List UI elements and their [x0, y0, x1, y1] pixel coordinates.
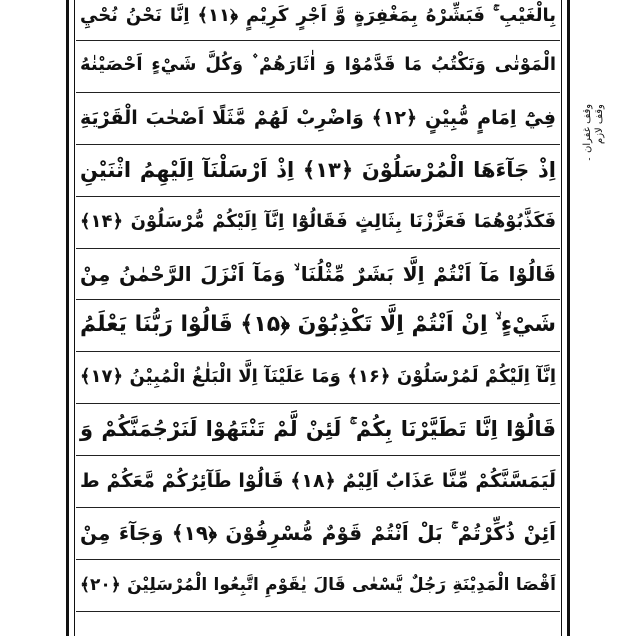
line-rule [76, 40, 560, 41]
verse-line-12: اَقْصَا الْمَدِيْنَةِ رَجُلٌ يَّسْعٰى قَالَ يٰقَوْمِ اتَّبِعُوا الْمُرْسَلِيْنَ ﴿۲۰﴾ [80, 575, 556, 595]
line-rule [76, 351, 560, 352]
line-rule [76, 299, 560, 300]
verse-line-3: فِيْٓ اِمَامٍ مُّبِيْنٍ ﴿۱۲﴾ وَاضْرِبْ لَهُمْ مَّثَلًا اَصْحٰبَ الْقَرْيَةِ [80, 107, 556, 129]
verse-line-7: شَيْءٍ ۙ اِنْ اَنْتُمْ اِلَّا تَكْذِبُوْنَ ﴿۱۵﴾ قَالُوْا رَبُّنَا يَعْلَمُ [80, 312, 556, 337]
verse-line-2: الْمَوْتٰى وَنَكْتُبُ مَا قَدَّمُوْا وَ اٰثَارَهُمْ ۫ وَكُلَّ شَيْءٍ اَحْصَيْنٰهُ [80, 54, 556, 75]
verse-line-8: اِنَّآ اِلَيْكُمْ لَمُرْسَلُوْنَ ﴿۱۶﴾ وَمَا عَلَيْنَآ اِلَّا الْبَلٰغُ الْمُبِيْنُ ﴿۱۷﴾ [80, 366, 557, 387]
verse-line-9: قَالُوْٓا اِنَّا تَطَيَّرْنَا بِكُمْ ۚ لَئِنْ لَّمْ تَنْتَهُوْا لَنَرْجُمَنَّكُمْ وَ [80, 417, 556, 441]
margin-note: وقف غفران ۔ وقف لازم [582, 104, 605, 163]
line-rule [76, 144, 560, 145]
line-rule [76, 92, 560, 93]
verse-line-1: بِالْغَيْبِ ۚ فَبَشِّرْهُ بِمَغْفِرَةٍ وَّ اَجْرٍ كَرِيْمٍ ﴿۱۱﴾ اِنَّا نَحْنُ نُحْيِ [80, 5, 556, 26]
line-rule [76, 196, 560, 197]
line-rule [76, 559, 560, 560]
verse-line-11: اَئِنْ ذُكِّرْتُمْ ۚ بَلْ اَنْتُمْ قَوْمٌ مُّسْرِفُوْنَ ﴿۱۹﴾ وَجَآءَ مِنْ [80, 521, 557, 545]
verse-line-6: قَالُوْا مَآ اَنْتُمْ اِلَّا بَشَرٌ مِّثْلُنَا ۙ وَمَآ اَنْزَلَ الرَّحْمٰنُ مِنْ [80, 262, 556, 286]
line-rule [76, 403, 560, 404]
verse-line-10: لَيَمَسَّنَّكُمْ مِّنَّا عَذَابٌ اَلِيْمٌ ﴿۱۸﴾ قَالُوْا طَآئِرُكُمْ مَّعَكُمْ ط [80, 470, 556, 492]
line-rule [76, 455, 560, 456]
verse-line-4: اِذْ جَآءَهَا الْمُرْسَلُوْنَ ﴿۱۳﴾ اِذْ اَرْسَلْنَآ اِلَيْهِمُ اثْنَيْنِ [80, 158, 556, 182]
line-rule [76, 507, 560, 508]
line-rule [76, 611, 560, 612]
verse-lines [76, 0, 560, 630]
verse-line-5: فَكَذَّبُوْهُمَا فَعَزَّزْنَا بِثَالِثٍ فَقَالُوْٓا اِنَّآ اِلَيْكُمْ مُّرْسَلُوْنَ ﴿۱۴﴾ [80, 211, 556, 232]
line-rule [76, 248, 560, 249]
